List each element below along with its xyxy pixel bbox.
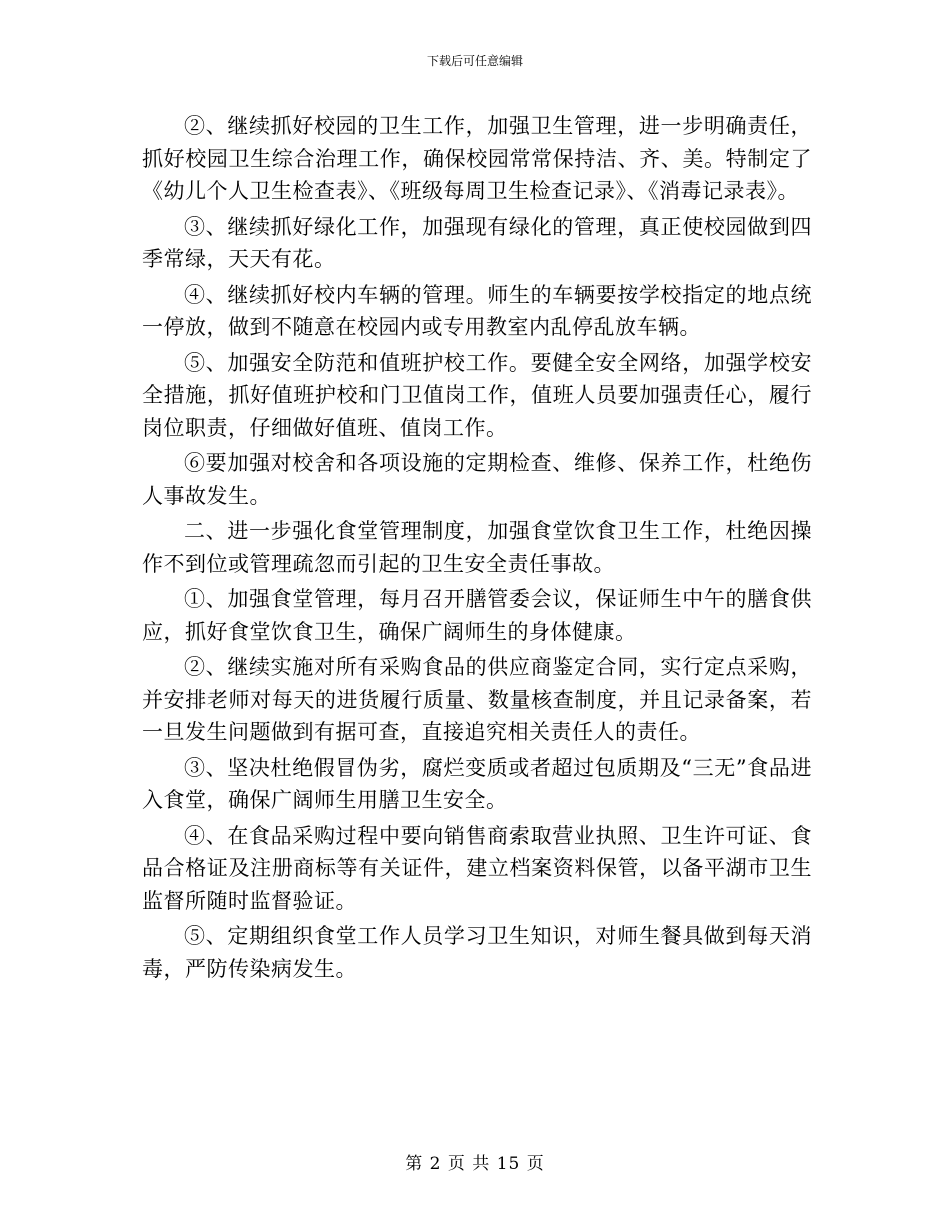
paragraph-10: ④、在食品采购过程中要向销售商索取营业执照、卫生许可证、食品合格证及注册商标等有关证件，建立档案资料保管，以备平湖市卫生监督所随时监督验证。 xyxy=(142,823,812,913)
page-footer xyxy=(0,1153,950,1175)
paragraph-3: ④、继续抓好校内车辆的管理。师生的车辆要按学校指定的地点统一停放，做到不随意在校园内或专用教室内乱停乱放车辆。 xyxy=(142,282,812,339)
footer-suffix: 页 xyxy=(526,1154,545,1174)
paragraph-8: ②、继续实施对所有采购食品的供应商鉴定合同，实行定点采购，并安排老师对每天的进货履行质量、数量核查制度，并且记录备案，若一旦发生问题做到有据可查，直接追究相关责任人的责任。 xyxy=(142,655,812,744)
document-body xyxy=(142,110,812,985)
header-note: 下载后可任意编辑 xyxy=(426,54,523,68)
paragraph-7: ①、加强食堂管理，每月召开膳管委会议，保证师生中午的膳食供应，抓好食堂饮食卫生，确保广阔师生的身体健康。 xyxy=(142,587,812,644)
paragraph-9: ③、坚决杜绝假冒伪劣，腐烂变质或者超过包质期及“三无”食品进入食堂，确保广阔师生用膳卫生安全。 xyxy=(142,755,812,812)
paragraph-1: ②、继续抓好校园的卫生工作，加强卫生管理，进一步明确责任，抓好校园卫生综合治理工作，确保校园常常保持洁、齐、美。特制定了《幼儿个人卫生检查表》、《班级每周卫生检查记录》、《消毒记录表》。 xyxy=(142,114,812,203)
paragraph-4: ⑤、加强安全防范和值班护校工作。要健全安全网络，加强学校安全措施，抓好值班护校和门卫值岗工作，值班人员要加强责任心，履行岗位职责，仔细做好值班、值岗工作。 xyxy=(142,350,812,440)
paragraph-11: ⑤、定期组织食堂工作人员学习卫生知识，对师生餐具做到每天消毒，严防传染病发生。 xyxy=(142,924,812,981)
footer-current-page: 2 xyxy=(429,1154,442,1174)
footer-prefix: 第 xyxy=(405,1154,424,1174)
paragraph-2: ③、继续抓好绿化工作，加强现有绿化的管理，真正使校园做到四季常绿，天天有花。 xyxy=(142,214,812,271)
paragraph-5: ⑥要加强对校舍和各项设施的定期检查、维修、保养工作，杜绝伤人事故发生。 xyxy=(142,451,812,508)
paragraph-6: 二、进一步强化食堂管理制度，加强食堂饮食卫生工作，杜绝因操作不到位或管理疏忽而引起的卫生安全责任事故。 xyxy=(142,519,812,576)
footer-total-pages: 15 xyxy=(496,1154,521,1174)
footer-middle: 页 共 xyxy=(447,1154,491,1174)
